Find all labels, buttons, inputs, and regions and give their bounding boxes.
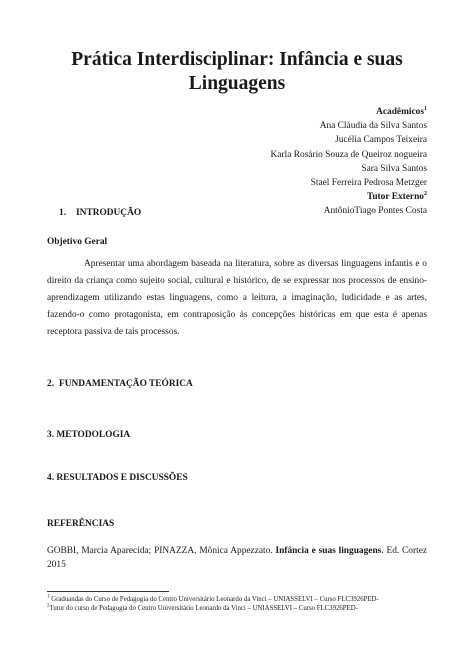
- objective-paragraph: Apresentar uma abordagem baseada na literatura, sobre as diversas linguagens infantis e o direito da criança como sujeito social, cultural e histórico, de se expressar nos processos de ensino-aprendizagem utilizando estas linguagens, como a leitura, a imaginação, ludicidade e as artes, fazendo-o como protagonista, em contraposição às concepções históricas em que esta é apenas receptora passiva de tais processos.: [47, 259, 427, 337]
- academic-name: Ana Cláudia da Silva Santos: [319, 121, 427, 132]
- footnote-mark: 2: [47, 603, 50, 609]
- reference-authors: GOBBI, Marcia Aparecida; PINAZZA, Mônica Appezzato.: [47, 546, 273, 556]
- footnote-separator: [47, 591, 169, 592]
- footnote-mark: 1: [47, 594, 50, 600]
- tutor-heading-text: Tutor Externo: [366, 192, 424, 203]
- section-title: FUNDAMENTAÇÃO TEÓRICA: [59, 379, 193, 389]
- footnotes: [47, 596, 434, 613]
- academic-name: Sara Silva Santos: [361, 163, 427, 174]
- reference-publisher: . Ed. Cortez 2015: [47, 546, 428, 570]
- section-number: 2.: [47, 379, 55, 389]
- section-number: 1.: [59, 208, 67, 218]
- academic-name: Jucélia Campos Teixeira: [335, 135, 427, 146]
- document-title: Prática Interdisciplinar: Infância e suas Linguagens: [71, 49, 403, 94]
- footnote-text: Graduandas do Curso de Pedagogia do Centro Universitário Leonardo da Vinci – UNIASSELVI – Curso FLC3926PED-: [49, 596, 379, 603]
- authors-block: [47, 105, 427, 219]
- section-title: INTRODUÇÃO: [76, 208, 142, 218]
- academics-footnote-mark: 1: [424, 105, 427, 112]
- reference-entry: [47, 544, 427, 572]
- academic-name: Stael Ferreira Pedrosa Metzger: [310, 178, 427, 189]
- section-heading-resultados: 4. RESULTADOS E DISCUSSÕES: [47, 473, 188, 483]
- footnote: [47, 596, 434, 605]
- section-heading-referencias: REFERÊNCIAS: [47, 519, 115, 529]
- academic-name: Karla Rosário Souza de Queiroz nogueira: [270, 149, 427, 160]
- academics-heading: [47, 105, 427, 119]
- reference-title: Infância e suas linguagens: [275, 546, 382, 556]
- footnote: [47, 605, 434, 614]
- section-heading-metodologia: 3. METODOLOGIA: [47, 430, 131, 440]
- section-heading-fundamentacao: [47, 379, 193, 389]
- footnote-text: Tutor do curso de Pedagogia do Centro Universitário Leonardo da Vinci – UNIASSELVI – Curso FLC3926PED-: [49, 604, 358, 612]
- section-heading-introducao: [59, 208, 141, 218]
- academics-heading-text: Acadêmicos: [376, 107, 424, 117]
- tutor-footnote-mark: 2: [424, 191, 427, 198]
- objective-heading: Objetivo Geral: [47, 237, 108, 247]
- tutor-name: AntônioTiago Pontes Costa: [323, 206, 427, 217]
- tutor-heading: [47, 190, 427, 204]
